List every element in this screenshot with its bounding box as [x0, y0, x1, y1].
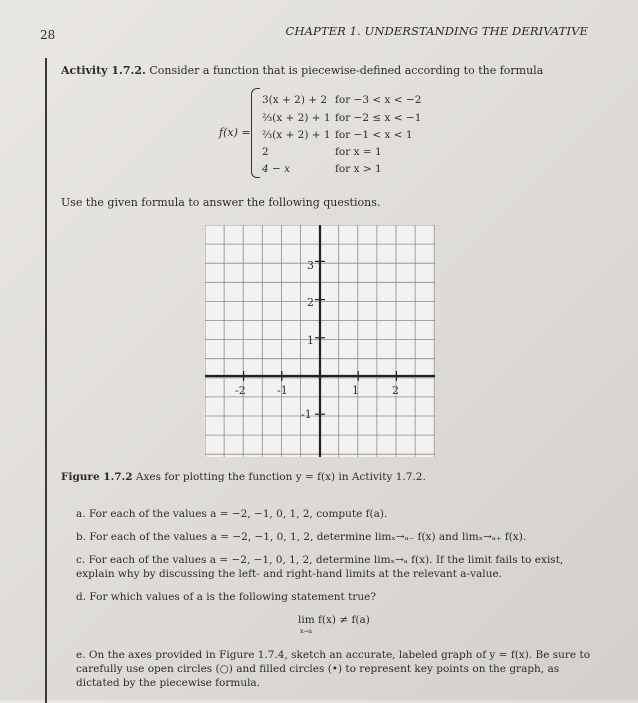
x-tick-label-neg2: -2 — [235, 384, 246, 397]
case-5-cond: for x > 1 — [335, 163, 382, 175]
question-d-text: For which values of a is the following statement true? — [89, 591, 376, 603]
figure-caption — [61, 471, 426, 483]
question-a — [76, 507, 596, 521]
question-b-text: For each of the values a = −2, −1, 0, 1, 2, determine limₓ→ₐ₋ f(x) and limₓ→ₐ₊ f(x). — [89, 531, 527, 543]
x-tick-label-neg1: -1 — [277, 384, 288, 397]
activity-intro — [61, 64, 543, 77]
chapter-title: CHAPTER 1. UNDERSTANDING THE DERIVATIVE — [285, 24, 588, 38]
case-4-expr: 2 — [262, 146, 269, 158]
question-c — [76, 553, 596, 581]
question-e-text: On the axes provided in Figure 1.7.4, sketch an accurate, labeled graph of y = f(x). Be sure to carefully use open circles (○) and filled circles (•) to represent key points on the graph, as dictated by the piecewise formula. — [76, 649, 591, 689]
case-1-expr: 3(x + 2) + 2 — [262, 94, 328, 106]
y-tick-label-3: 3 — [307, 259, 314, 272]
question-d — [76, 590, 596, 604]
limit-subscript: x→a — [300, 628, 312, 635]
formula-brace — [251, 88, 260, 178]
case-2-expr: ⅔(x + 2) + 1 — [262, 112, 331, 124]
activity-text: Consider a function that is piecewise-defined according to the formula — [149, 64, 544, 77]
page-number: 28 — [40, 28, 56, 42]
activity-margin-rule — [45, 58, 47, 703]
limit-statement: lim f(x) ≠ f(a) — [298, 614, 370, 626]
axes-figure — [205, 225, 435, 461]
question-a-text: For each of the values a = −2, −1, 0, 1, 2, compute f(a). — [88, 508, 388, 520]
case-1-cond: for −3 < x < −2 — [335, 94, 422, 106]
question-a-letter: a. — [76, 508, 86, 520]
y-tick-label-neg1: -1 — [301, 408, 312, 421]
question-c-letter: c. — [76, 554, 86, 566]
y-tick-label-2: 2 — [307, 296, 314, 309]
question-e — [76, 648, 596, 690]
formula-lhs: f(x) = — [219, 126, 251, 139]
case-3-cond: for −1 < x < 1 — [335, 129, 413, 141]
x-tick-label-1: 1 — [352, 384, 359, 397]
question-b — [76, 530, 596, 544]
question-c-text: For each of the values a = −2, −1, 0, 1, 2, determine limₓ→ₐ f(x). If the limit fails to exist, explain why by discussing the left- and right-hand limits at the relevant a-value. — [76, 554, 564, 580]
question-b-letter: b. — [76, 531, 87, 543]
case-5-expr: 4 − x — [262, 163, 291, 175]
case-3-expr: ⅔(x + 2) + 1 — [262, 129, 331, 141]
x-tick-label-2: 2 — [392, 384, 399, 397]
axes-grid-svg — [205, 225, 435, 457]
question-d-letter: d. — [76, 591, 87, 603]
case-4-cond: for x = 1 — [335, 146, 382, 158]
caption-label: Figure 1.7.2 — [61, 471, 133, 483]
activity-label: Activity 1.7.2. — [61, 64, 146, 77]
y-tick-label-1: 1 — [307, 334, 314, 347]
question-e-letter: e. — [76, 649, 86, 661]
case-2-cond: for −2 ≤ x < −1 — [335, 112, 422, 124]
instruction-text: Use the given formula to answer the following questions. — [61, 196, 381, 209]
caption-text: Axes for plotting the function y = f(x) in Activity 1.7.2. — [135, 471, 426, 483]
